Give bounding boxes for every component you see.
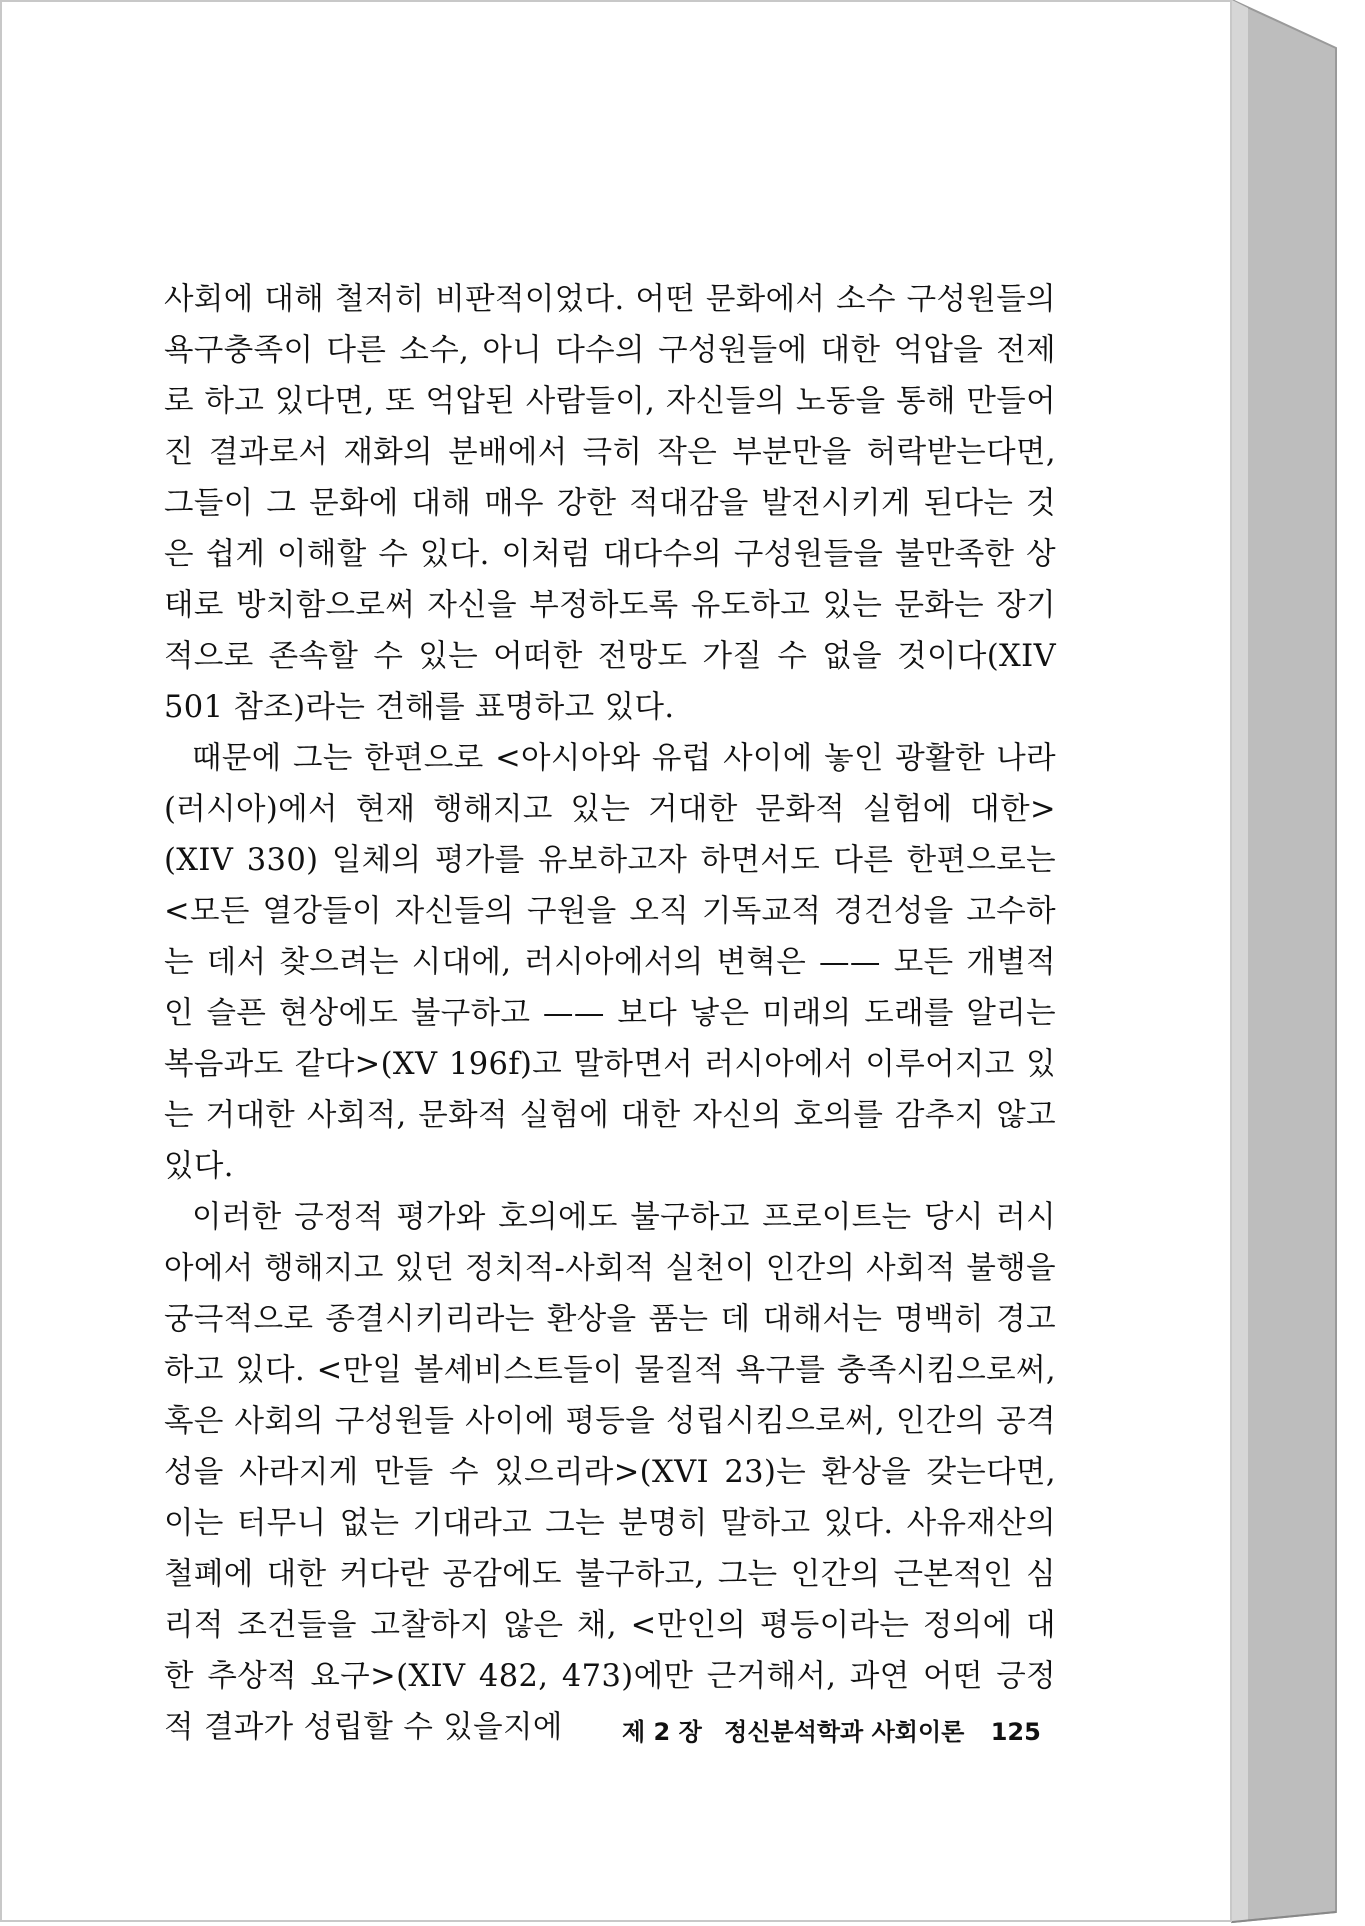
chapter-label: 제 2 장 bbox=[622, 1718, 702, 1746]
paragraph-1: 사회에 대해 철저히 비판적이었다. 어떤 문화에서 소수 구성원들의 욕구충족이 다른 소수, 아니 다수의 구성원들에 대한 억압을 전제로 하고 있다면, 또 억압된 사람들이, 자신들의 노동을 통해 만들어진 결과로서 재화의 분배에서 극히 작은 부분만을 허락받는다면, 그들이 그 문화에 대해 매우 강한 적대감을 발전시키게 된다는 것은 쉽게 이해할 수 있다. 이처럼 대다수의 구성원들을 불만족한 상태로 방치함으로써 자신을 부정하도록 유도하고 있는 문화는 장기적으로 존속할 수 있는 어떠한 전망도 가질 수 없을 것이다(XIV 501 참조)라는 견해를 표명하고 있다. bbox=[164, 282, 1056, 725]
paragraph-2: 때문에 그는 한편으로 <아시아와 유럽 사이에 놓인 광활한 나라(러시아)에서 현재 행해지고 있는 거대한 문화적 실험에 대한>(XIV 330) 일체의 평가를 유보하고자 하면서도 다른 한편으로는 <모든 열강들이 자신들의 구원을 오직 기독교적 경건성을 고수하는 데서 찾으려는 시대에, 러시아에서의 변혁은 —— 모든 개별적인 슬픈 현상에도 불구하고 —— 보다 낳은 미래의 도래를 알리는 복음과도 같다>(XV 196f)고 말하면서 러시아에서 이루어지고 있는 거대한 사회적, 문화적 실험에 대한 자신의 호의를 감추지 않고 있다. bbox=[164, 741, 1056, 1184]
body-text bbox=[164, 274, 1056, 1753]
paragraph-3: 이러한 긍정적 평가와 호의에도 불구하고 프로이트는 당시 러시아에서 행해지고 있던 정치적-사회적 실천이 인간의 사회적 불행을 궁극적으로 종결시키리라는 환상을 품는 데 대해서는 명백히 경고하고 있다. <만일 볼셰비스트들이 물질적 욕구를 충족시킴으로써, 혹은 사회의 구성원들 사이에 평등을 성립시킴으로써, 인간의 공격성을 사라지게 만들 수 있으리라>(XVI 23)는 환상을 갖는다면, 이는 터무니 없는 기대라고 그는 분명히 말하고 있다. 사유재산의 철폐에 대한 커다란 공감에도 불구하고, 그는 인간의 근본적인 심리적 조건들을 고찰하지 않은 채, <만인의 평등이라는 정의에 대한 추상적 요구>(XIV 482, 473)에만 근거해서, 과연 어떤 긍정적 결과가 성립할 수 있을지에 bbox=[164, 1200, 1056, 1745]
running-title: 정신분석학과 사회이론 bbox=[724, 1718, 965, 1746]
running-footer bbox=[622, 1712, 1082, 1752]
page-number: 125 bbox=[990, 1718, 1041, 1746]
